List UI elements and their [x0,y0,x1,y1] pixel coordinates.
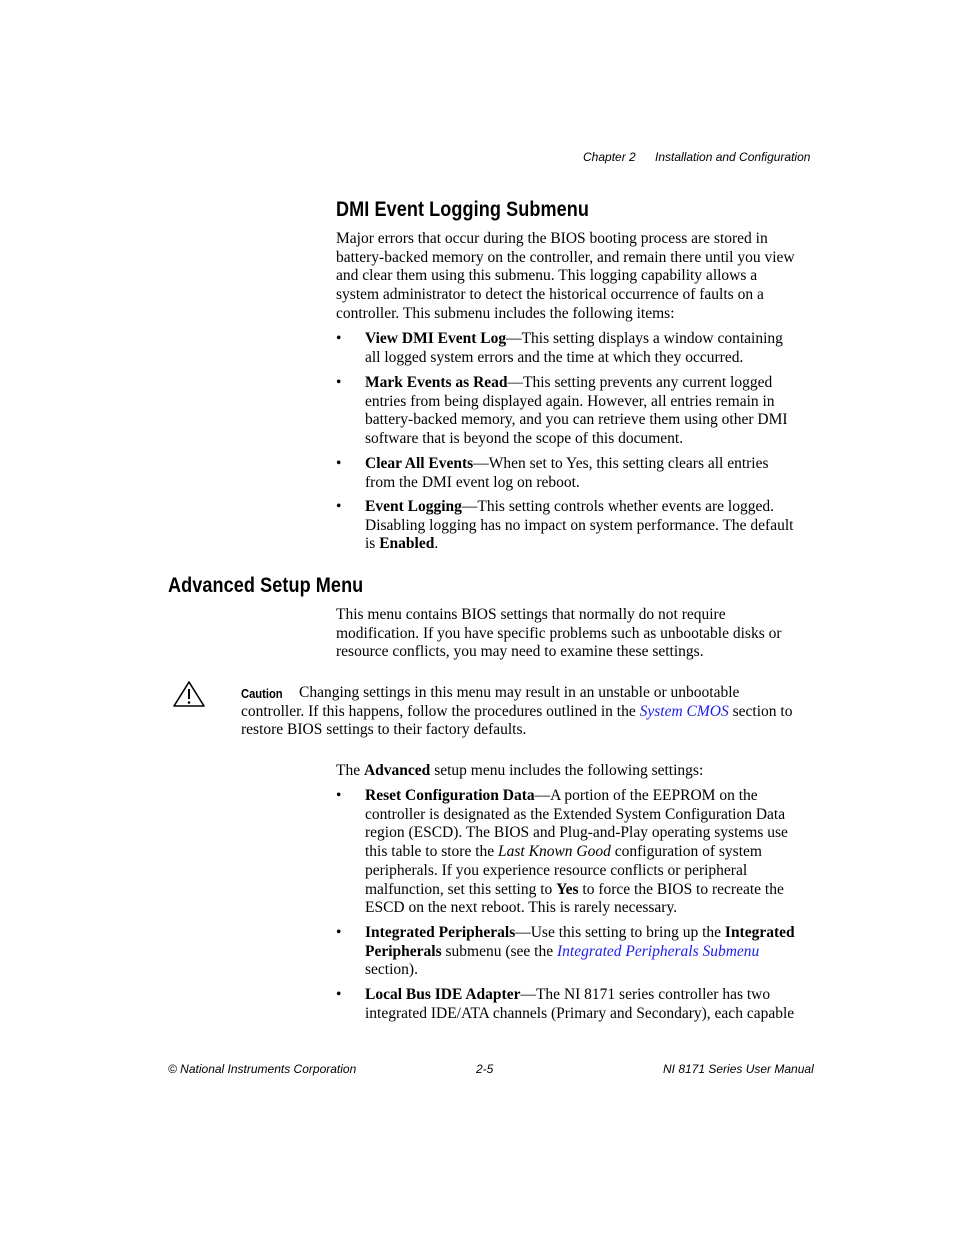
advanced-heading: Advanced Setup Menu [168,574,364,597]
item-text: —A portion of the EEPROM on the controller is designated as the Extended System Configuration Data region (ESCD). The BIOS and Plug-and-Play operating systems use this table to store the [365,787,788,861]
item-term: View DMI Event Log [365,330,507,347]
caution-text-part: section to restore BIOS settings to their factory defaults. [241,702,793,739]
item-text: submenu (see the [441,942,557,960]
list-item [336,330,802,367]
item-tail: . [434,535,439,553]
list-item [336,455,802,492]
header-title: Installation and Configuration [655,150,811,164]
caution-label: Caution [241,686,283,701]
list-item [336,986,802,1023]
item-term: Integrated Peripherals [365,924,516,941]
item-term: Local Bus IDE Adapter [365,986,521,1003]
bullet-dot: • [336,455,342,472]
advanced-lead [336,762,802,781]
bullet-dot: • [336,374,342,391]
bullet-dot: • [336,498,342,515]
header-chapter: Chapter 2 [583,150,636,164]
item-text: to force the BIOS to recreate the ESCD on the next reboot. This is rarely necessary. [365,880,784,917]
caution-warning-icon [172,680,206,708]
item-text: configuration of system peripherals. If you experience resource conflicts or peripheral malfunction, set this setting to [365,843,762,898]
lead-text: setup menu includes the following settings: [430,762,704,779]
dmi-intro: Major errors that occur during the BIOS booting process are stored in battery-backed memory on the controller, and remain there until you view and clear them using this submenu. This logging capability allows a system administrator to detect the historical occurrence of faults on a controller. This submenu includes the following items: [336,230,795,322]
footer-manual-title: NI 8171 Series User Manual [663,1062,814,1076]
advanced-intro: This menu contains BIOS settings that normally do not require modification. If you have specific problems such as unbootable disks or resource conflicts, you may need to examine these settings. [336,606,782,661]
caution-text [241,684,803,740]
item-text: —When set to Yes, this setting clears all entries from the DMI event log on reboot. [365,455,769,491]
bullet-dot: • [336,330,342,347]
list-item [336,498,802,554]
item-term: Mark Events as Read [365,374,508,391]
footer-copyright: © National Instruments Corporation [168,1062,357,1076]
item-term: Event Logging [365,498,462,515]
item-default-value: Enabled [379,535,435,553]
item-text: —The NI 8171 series controller has two integrated IDE/ATA channels (Primary and Secondary), each capable [365,986,795,1022]
item-text: —This setting prevents any current logged entries from being displayed again. However, all entries remain in battery-backed memory, and you can retrieve them using other DMI software that is beyond the scope of this document. [365,374,788,448]
item-term: Reset Configuration Data [365,787,535,804]
bullet-dot: • [336,986,342,1003]
bullet-dot: • [336,924,342,941]
item-text: section). [365,961,418,979]
caution-text-part: Changing settings in this menu may result in an unstable or unbootable controller. If this happens, follow the procedures outlined in the [241,684,740,720]
item-bold: Yes [556,880,579,898]
list-item [336,374,802,449]
bullet-dot: • [336,787,342,804]
lead-bold: Advanced [363,762,431,779]
item-text: —This setting controls whether events are logged. Disabling logging has no impact on system performance. The default is [365,498,794,553]
lead-text: The [336,762,364,779]
item-italic: Last Known Good [498,843,611,861]
system-cmos-link[interactable]: System CMOS [639,702,729,720]
item-text: —This setting displays a window containing all logged system errors and the time at which they occurred. [365,330,783,366]
item-term: Clear All Events [365,455,474,472]
integrated-peripherals-link[interactable]: Integrated Peripherals Submenu [556,942,760,960]
dmi-heading: DMI Event Logging Submenu [336,198,589,221]
item-text: —Use this setting to bring up the [515,924,725,941]
footer-page-number: 2-5 [476,1062,494,1076]
item-bold: Integrated Peripherals [365,924,795,960]
list-item [336,924,802,980]
list-item [336,787,802,918]
